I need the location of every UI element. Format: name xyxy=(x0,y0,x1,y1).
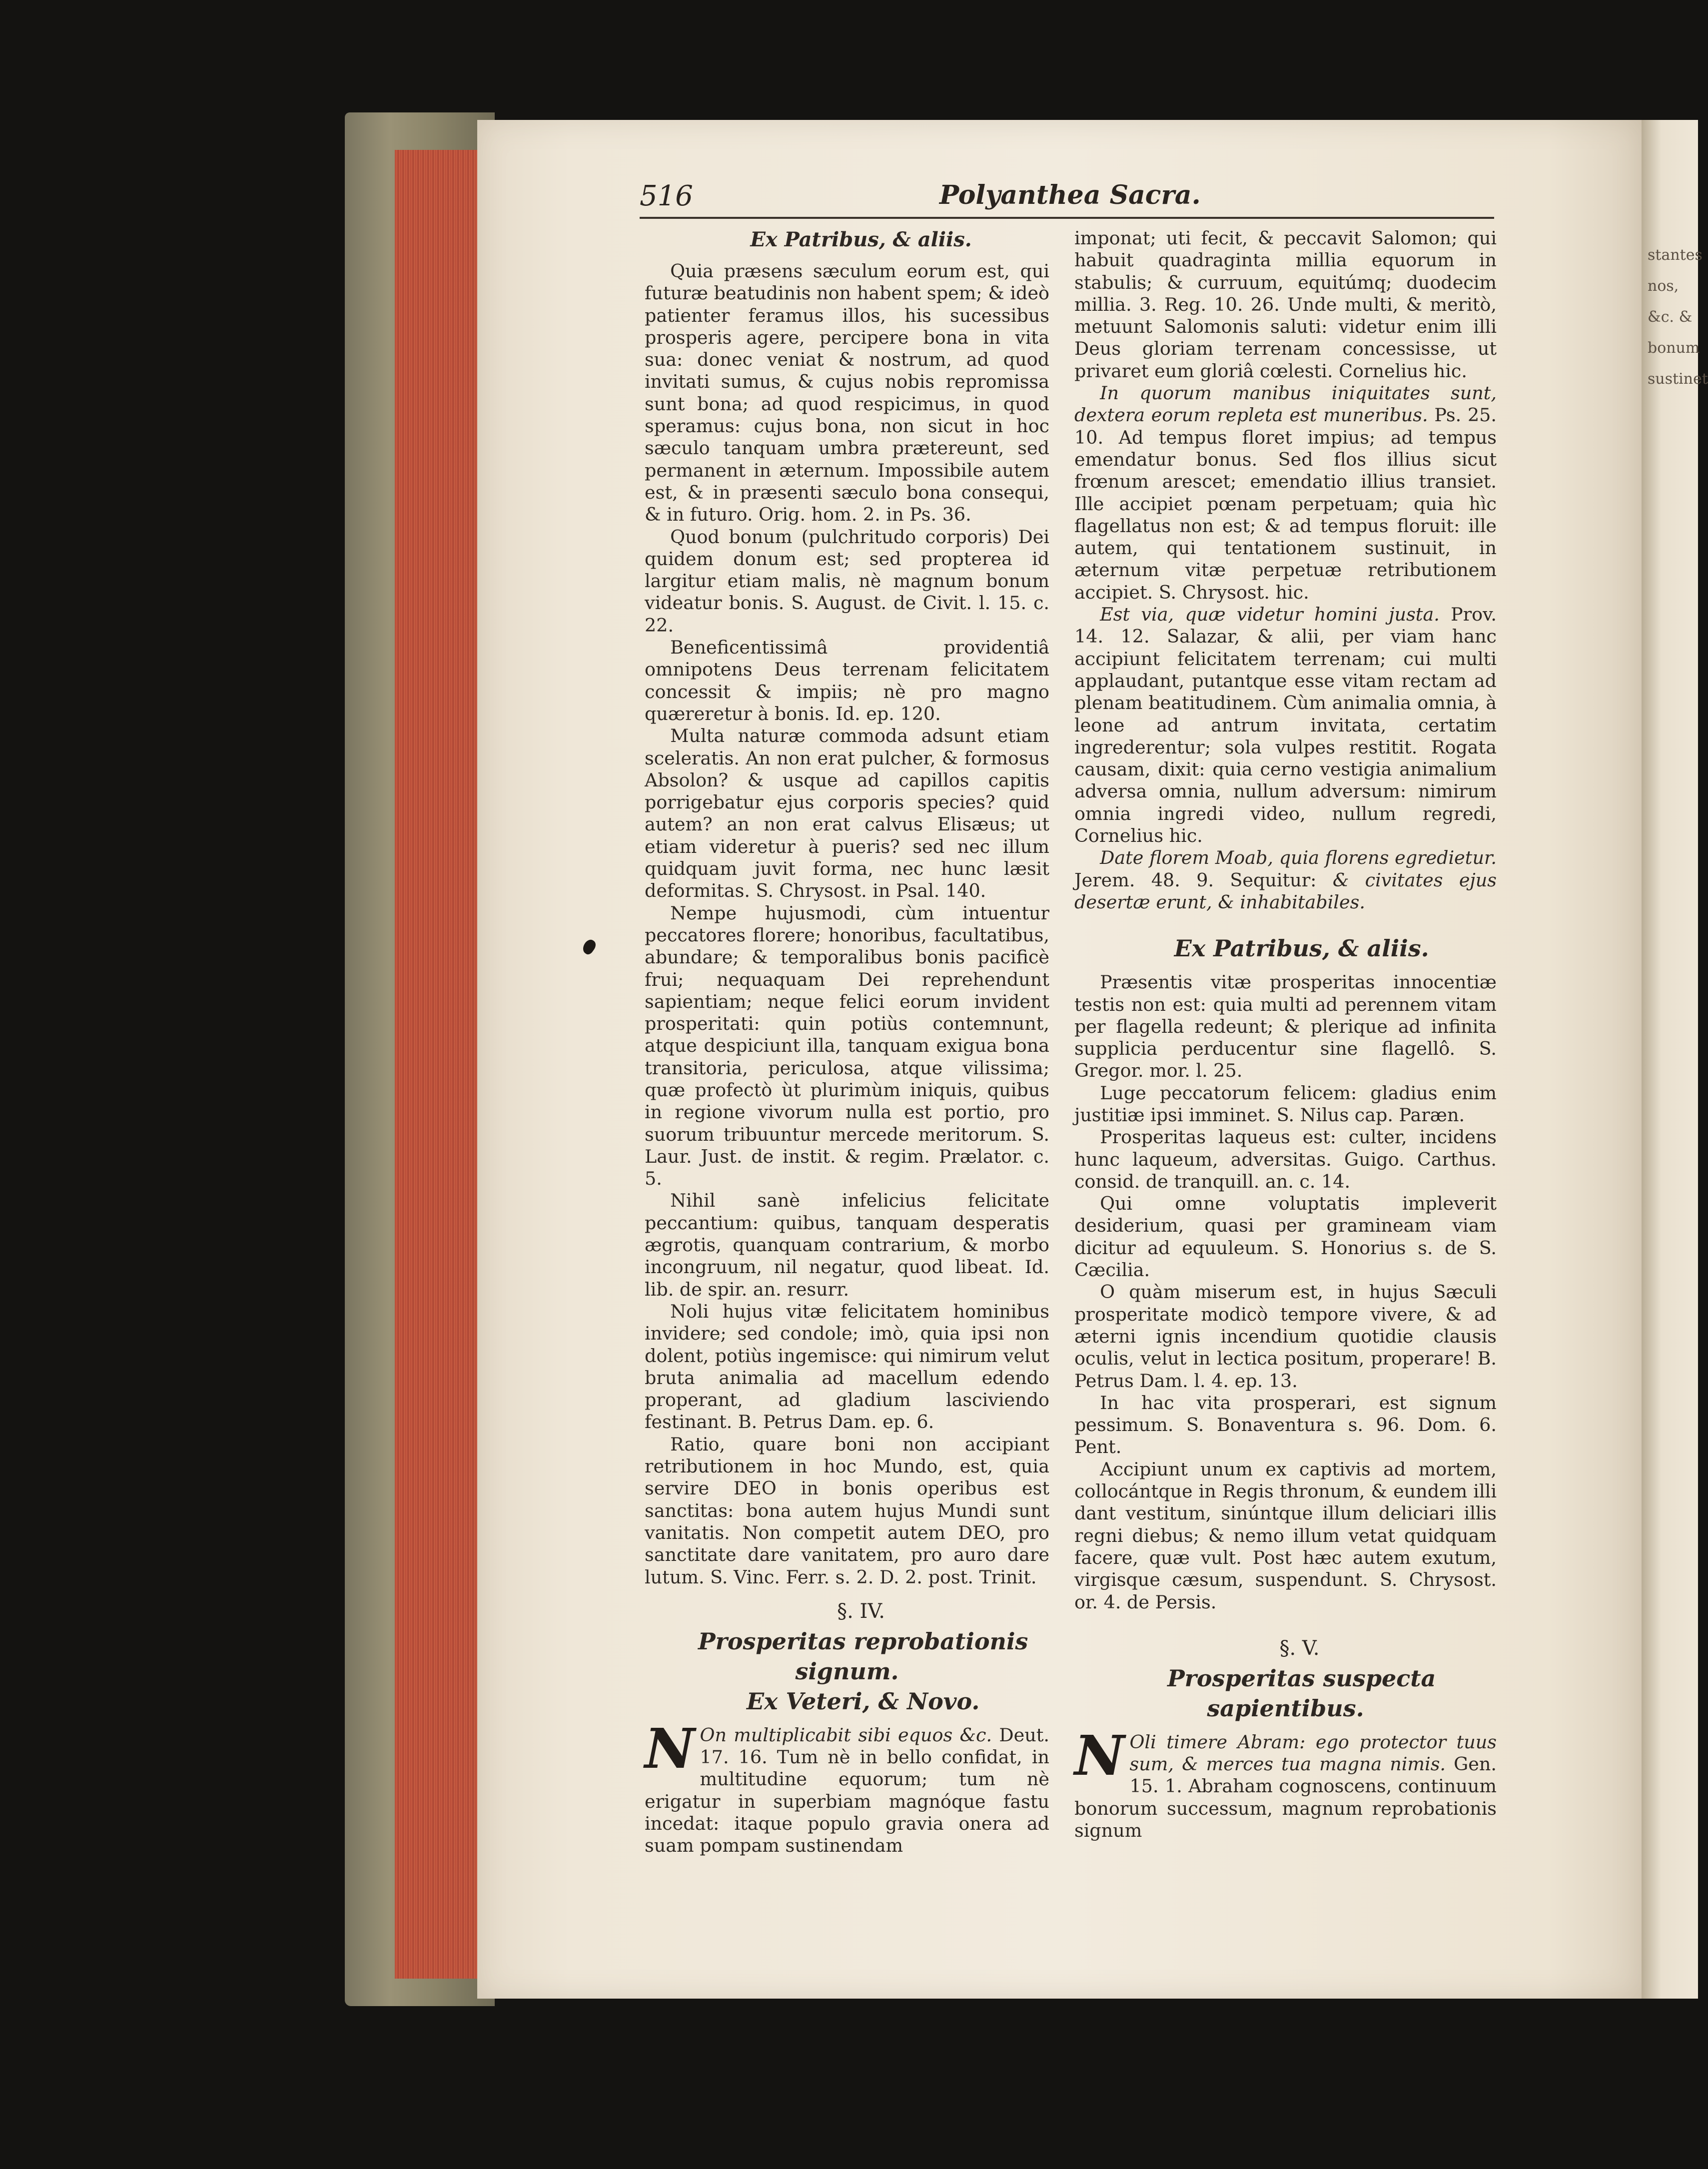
section-heading: Ex Patribus, & aliis. xyxy=(750,228,972,251)
facing-page-text: stantes nos, &c. & bonum sustinet xyxy=(1648,246,1708,388)
paragraph: Quia præsens sæculum eorum est, qui futuræ beatudinis non habent spem; & ideò patienter feramus illos, his sucessibus prosperis agere, percipere bona in vita sua: donec veniat & nostrum, ad quod invitati sumus, & cujus nobis repromissa sunt bona; ad quod respicimus, in quod speramus: cujus bona, non sicut in hoc sæculo tanquam umbra prætereunt, sed permanent in æternum. Impossibile autem est, & in præsenti sæculo bona consequi, & in futuro. Orig. hom. 2. in Ps. 36. xyxy=(645,260,1049,526)
paragraph xyxy=(1074,604,1497,847)
drop-cap: N xyxy=(645,1716,695,1781)
scripture-quote: In quorum manibus iniquitates sunt, dextera eorum repleta est muneribus. xyxy=(1074,382,1497,426)
scripture-quote: Est via, quæ videtur homini justa. xyxy=(1100,604,1440,626)
commentary-text: Prov. 14. 12. Salazar, & alii, per viam hanc accipiunt felicitatem terrenam; cui multi applaudant, putantque esse vitam rectam ad plenam beatitudinem. Cùm animalia omnia, à leone ad antrum invitata, certatim ingrederentur; sola vulpes restitit. Rogata causam, dixit: quia cerno vestigia animalium adversa omnia, nullum adversum: nimirum omnia ingredi video, nullum regredi, Cornelius hic. xyxy=(1074,604,1497,847)
running-title: Polyanthea Sacra. xyxy=(939,180,1201,210)
commentary-text: Ps. 25. 10. Ad tempus floret impius; ad tempus emendatur bonus. Sed flos illius sicut frœnum arescet; emendatio illius transiet. Ille accipiet pœnam perpetuam; quia hìc flagellatus non est; & ad tempus floruit: ille autem, qui tentationem sustinuit, in æternum vitæ perpetuæ retributionem accipiet. S. Chrysost. hic. xyxy=(1074,404,1497,603)
page-fore-edge xyxy=(395,150,488,1979)
paragraph: Multa naturæ commoda adsunt etiam sceleratis. An non erat pulcher, & formosus Absolon? & usque ad capillos capitis porrigebatur ejus corporis species? quid autem? an non erat calvus Elisæus; ut etiam videretur à pueris? sed nec illum quidquam juvit forma, nec hunc læsit deformitas. S. Chrysost. in Psal. 140. xyxy=(645,725,1049,902)
commentary-text: Deut. 17. 16. Tum nè in bello confidat, in multitudine equorum; tum nè erigatur in superbiam magnóque fastu incedat: itaque populo gravia onera ad suam pompam sustinendam xyxy=(645,1724,1049,1857)
paragraph: Quod bonum (pulchritudo corporis) Dei quidem donum est; sed propterea id largitur etiam malis, nè magnum bonum videatur bonis. S. August. de Civit. l. 15. c. 22. xyxy=(645,526,1049,636)
paragraph: O quàm miserum est, in hujus Sæculi prosperitate modicò tempore vivere, & ad æterni ignis incendium quotidie clausis oculis, velut in lectica positum, properare! B. Petrus Dam. l. 4. ep. 13. xyxy=(1074,1281,1497,1392)
commentary-text: Jerem. 48. 9. Sequitur: xyxy=(1074,869,1333,891)
paragraph: Accipiunt unum ex captivis ad mortem, collocántque in Regis thronum, & eundem illi dant vestitum, sinúntque illum deliciari illis regni diebus; & nemo illum vetat quidquam facere, quæ vult. Post hæc autem exutum, virgisque cæsum, suspendunt. S. Chrysost. or. 4. de Persis. xyxy=(1074,1458,1497,1613)
paragraph: Beneficentissimâ providentiâ omnipotens Deus terrenam felicitatem concessit & impiis; nè pro magno quæreretur à bonis. Id. ep. 120. xyxy=(645,637,1049,724)
scripture-quote: Date florem Moab, quia florens egredietur. xyxy=(1100,847,1497,869)
section-lead-paragraph xyxy=(1074,1723,1497,1842)
section-number: §. V. xyxy=(1279,1636,1320,1660)
header-rule xyxy=(640,217,1494,219)
left-column xyxy=(645,227,1049,1857)
section-heading: Ex Patribus, & aliis. xyxy=(1174,935,1429,962)
commentary-text: Gen. 15. 1. Abraham cognoscens, continuum bonorum successum, magnum reprobationis signum xyxy=(1074,1753,1497,1841)
facing-page-edge xyxy=(1642,120,1708,1999)
scripture-quote: Oli timere Abram: ego protector tuus sum, & merces tua magna nimis. xyxy=(1129,1731,1497,1775)
paragraph: Qui omne voluptatis impleverit desiderium, quasi per gramineam viam dicitur ad equuleum. S. Honorius s. de S. Cæcilia. xyxy=(1074,1193,1497,1281)
paragraph xyxy=(1074,382,1497,604)
right-column xyxy=(1074,227,1497,1842)
paragraph: Præsentis vitæ prosperitas innocentiæ testis non est: quia multi ad perennem vitam per flagella redeunt; & plerique ad infinita supplicia perducentur sine flagellô. S. Gregor. mor. l. 25. xyxy=(1074,971,1497,1082)
scripture-quote: On multiplicabit sibi equos &c. xyxy=(700,1724,992,1746)
paragraph: Nempe hujusmodi, cùm intuentur peccatores florere; honoribus, facultatibus, abundare; & temporalibus bonis pacificè frui; nequaquam Dei reprehendunt sapientiam; neque felici eorum invident prosperitati: quin potiùs contemnunt, atque despiciunt illa, tanquam exigua bona transitoria, periculosa, atque vilissima; quæ profectò ùt plurimùm iniquis, quibus in regione vivorum nulla est portio, pro suorum tribuuntur mercede meritorum. S. Laur. Just. de instit. & regim. Prælator. c. 5. xyxy=(645,902,1049,1190)
page-header xyxy=(640,180,1494,220)
paragraph: Luge peccatorum felicem: gladius enim justitiæ ipsi imminet. S. Nilus cap. Paræn. xyxy=(1074,1082,1497,1126)
paragraph: Nihil sanè infelicius felicitate peccantium: quibus, tanquam desperatis ægrotis, quanquam contrarium, & morbo incongruum, nil negatur, quod libeat. Id. lib. de spir. an. resurr. xyxy=(645,1190,1049,1300)
section-subtitle: Ex Veteri, & Novo. xyxy=(747,1687,980,1715)
section-title: Prosperitas reprobationis signum. xyxy=(698,1627,1028,1685)
paragraph: In hac vita prosperari, est signum pessimum. S. Bonaventura s. 96. Dom. 6. Pent. xyxy=(1074,1392,1497,1458)
scripture-quote: & civitates ejus desertæ erunt, & inhabitabiles. xyxy=(1074,869,1497,913)
paragraph-continuation: imponat; uti fecit, & peccavit Salomon; qui habuit quadraginta millia equorum in stabulis; & curruum, equitúmq; duodecim millia. 3. Reg. 10. 26. Unde multi, & meritò, metuunt Salomonis saluti: videtur enim illi Deus gloriam terrenam concessisse, ut privaret eum gloriâ cœlesti. Cornelius hic. xyxy=(1074,227,1497,382)
paragraph: Noli hujus vitæ felicitatem hominibus invidere; sed condole; imò, quia ipsi non dolent, potiùs ingemisce: qui nimirum velut bruta animalia ad macellum edendo properant, ad gladium lasciviendo festinant. B. Petrus Dam. ep. 6. xyxy=(645,1300,1049,1433)
page-number: 516 xyxy=(640,180,693,212)
section-lead-paragraph xyxy=(645,1716,1049,1857)
paragraph: Ratio, quare boni non accipiant retributionem in hoc Mundo, est, quia servire DEO in bonis operibus est sanctitas: bona autem hujus Mundi sunt vanitatis. Non competit autem DEO, pro sanctitate dare vanitatem, pro auro dare lutum. S. Vinc. Ferr. s. 2. D. 2. post. Trinit. xyxy=(645,1433,1049,1588)
section-number: §. IV. xyxy=(837,1599,885,1623)
paragraph: Prosperitas laqueus est: culter, incidens hunc laqueum, adversitas. Guigo. Carthus. consid. de tranquill. an. c. 14. xyxy=(1074,1126,1497,1192)
paragraph xyxy=(1074,847,1497,913)
drop-cap: N xyxy=(1074,1723,1125,1788)
section-title: Prosperitas suspecta sapientibus. xyxy=(1167,1664,1436,1722)
